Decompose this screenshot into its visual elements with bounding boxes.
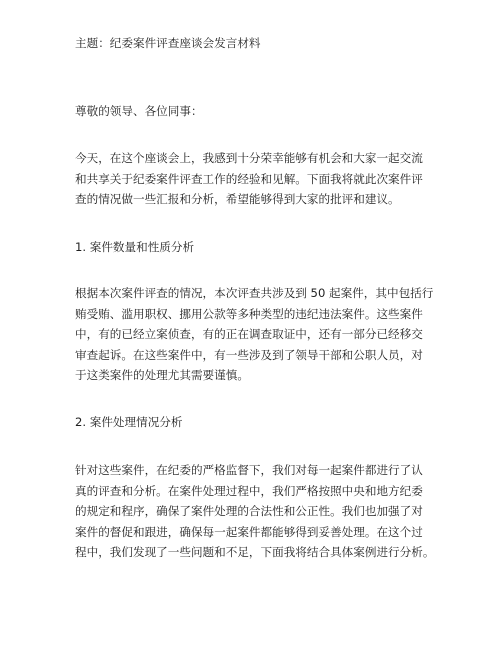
paragraph-line: 真的评查和分析。在案件处理过程中，我们严格按照中央和地方纪委 (75, 483, 423, 498)
paragraph-line: 程中，我们发现了一些问题和不足，下面我将结合具体案例进行分析。 (75, 545, 435, 559)
salutation: 尊敬的领导、各位同事： (75, 104, 203, 118)
paragraph-line: 根据本次案件评查的情况，本次评查共涉及到 50 起案件，其中包括行 (75, 286, 434, 300)
paragraph-line: 查的情况做一些汇报和分析，希望能够得到大家的批评和建议。 (75, 192, 400, 206)
paragraph-line: 案件的督促和跟进，确保每一起案件都能够得到妥善处理。在这个过 (75, 524, 423, 539)
section-heading-2: 2. 案件处理情况分析 (75, 415, 183, 429)
intro-paragraph (75, 148, 435, 210)
paragraph-line: 和共享关于纪委案件评查工作的经验和见解。下面我将就此次案件评 (75, 171, 423, 186)
paragraph-line: 中，有的已经立案侦查，有的正在调查取证中，还有一部分已经移交 (75, 327, 423, 342)
paragraph-line: 审查起诉。在这些案件中，有一些涉及到了领导干部和公职人员，对 (75, 347, 423, 362)
document-title: 主题：纪委案件评查座谈会发言材料 (75, 36, 261, 50)
section-heading-1: 1. 案件数量和性质分析 (75, 240, 195, 254)
paragraph-line: 今天，在这个座谈会上，我感到十分荣幸能够有机会和大家一起交流 (75, 151, 423, 165)
section-1-paragraph (75, 283, 435, 386)
paragraph-line: 于这类案件的处理尤其需要谨慎。 (75, 368, 249, 383)
paragraph-line: 针对这些案件，在纪委的严格监督下，我们对每一起案件都进行了认 (75, 463, 423, 477)
section-2-paragraph (75, 460, 435, 563)
paragraph-line: 的规定和程序，确保了案件处理的合法性和公正性。我们也加强了对 (75, 504, 423, 518)
paragraph-line: 贿受贿、滥用职权、挪用公款等多种类型的违纪违法案件。这些案件 (75, 306, 423, 321)
